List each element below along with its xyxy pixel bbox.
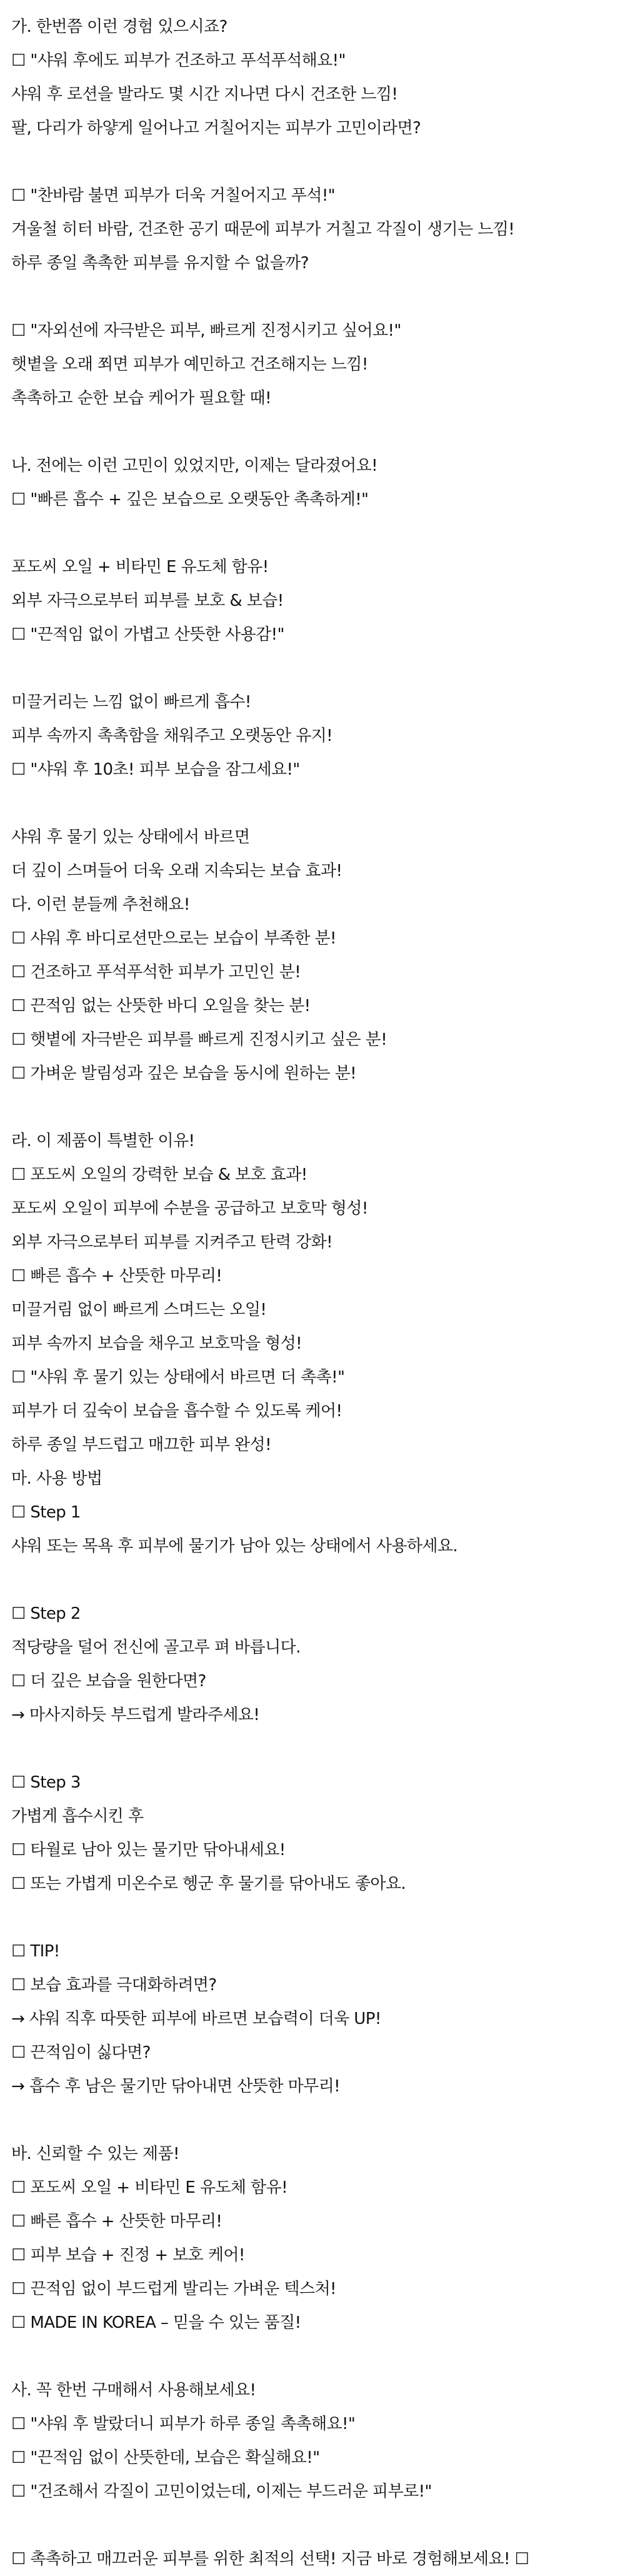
text-line: → 마사지하듯 부드럽게 발라주세요!: [11, 1706, 260, 1724]
text-line: 피부 속까지 촉촉함을 채워주고 오랫동안 유지!: [11, 727, 332, 745]
text-line: ☐ TIP!: [11, 1942, 60, 1961]
blank-line: [11, 280, 618, 314]
text-line: 하루 종일 부드럽고 매끄한 피부 완성!: [11, 1436, 271, 1454]
text-line: 마. 사용 방법: [11, 1469, 102, 1488]
text-line: 샤워 후 물기 있는 상태에서 바르면: [11, 828, 250, 847]
text-line: ☐ 끈적임 없이 부드럽게 발리는 가벼운 텍스처!: [11, 2280, 336, 2298]
text-line: ☐ "샤워 후 발랐더니 피부가 하루 종일 촉촉해요!": [11, 2415, 356, 2433]
text-line: 포도씨 오일 + 비타민 E 유도체 함유!: [11, 558, 269, 576]
text-line: ☐ 빠른 흡수 + 산뜻한 마무리!: [11, 1267, 222, 1285]
text-line: ☐ 건조하고 푸석푸석한 피부가 고민인 분!: [11, 963, 301, 982]
text-line: 샤워 또는 목욕 후 피부에 물기가 남아 있는 상태에서 사용하세요.: [11, 1537, 458, 1556]
text-line: ☐ 더 깊은 보습을 원한다면?: [11, 1672, 206, 1691]
text-line: 피부 속까지 보습을 채우고 보호막을 형성!: [11, 1334, 302, 1353]
text-line: ☐ 가벼운 발림성과 깊은 보습을 동시에 원하는 분!: [11, 1064, 356, 1083]
text-line: 미끌거림 없이 빠르게 스며드는 오일!: [11, 1301, 267, 1319]
text-line: 미끌거리는 느낌 없이 빠르게 흡수!: [11, 693, 251, 712]
text-line: 바. 신뢰할 수 있는 제품!: [11, 2145, 179, 2163]
text-line: ☐ "끈적임 없이 산뜻한데, 보습은 확실해요!": [11, 2448, 320, 2467]
text-line: ☐ MADE IN KOREA – 믿을 수 있는 품질!: [11, 2313, 301, 2332]
text-line: 포도씨 오일이 피부에 수분을 공급하고 보호막 형성!: [11, 1199, 368, 1218]
text-line: 하루 종일 촉촉한 피부를 유지할 수 없을까?: [11, 254, 309, 273]
text-line: 외부 자극으로부터 피부를 지켜주고 탄력 강화!: [11, 1233, 332, 1252]
text-line: ☐ "건조해서 각질이 고민이었는데, 이제는 부드러운 피부로!": [11, 2482, 432, 2501]
text-line: 샤워 후 로션을 발라도 몇 시간 지나면 다시 건조한 느낌!: [11, 85, 398, 104]
blank-line: [11, 787, 618, 820]
text-line: → 흡수 후 남은 물기만 닦아내면 산뜻한 마무리!: [11, 2077, 340, 2096]
text-line: ☐ Step 2: [11, 1604, 81, 1623]
text-line: 햇볕을 오래 쬐면 피부가 예민하고 건조해지는 느낌!: [11, 355, 368, 374]
text-line: ☐ 끈적임이 싫다면?: [11, 2043, 151, 2062]
blank-line: [11, 2103, 618, 2137]
text-line: ☐ 보습 효과를 극대화하려면?: [11, 1976, 217, 1995]
text-line: 팔, 다리가 하얗게 일어나고 거칠어지는 피부가 고민이라면?: [11, 119, 421, 138]
text-line: 가. 한번쯤 이런 경험 있으시죠?: [11, 18, 228, 36]
text-line: 다. 이런 분들께 추천해요!: [11, 895, 190, 914]
text-line: 촉촉하고 순한 보습 케어가 필요할 때!: [11, 389, 271, 408]
text-line: 라. 이 제품이 특별한 이유!: [11, 1132, 195, 1150]
blank-line: [11, 1090, 618, 1124]
text-line: ☐ "찬바람 불면 피부가 더욱 거칠어지고 푸석!": [11, 186, 336, 205]
text-line: ☐ "자외선에 자극받은 피부, 빠르게 진정시키고 싶어요!": [11, 321, 401, 340]
text-line: ☐ 피부 보습 + 진정 + 보호 케어!: [11, 2246, 245, 2265]
text-line: 피부가 더 깊숙이 보습을 흡수할 수 있도록 케어!: [11, 1402, 342, 1421]
text-line: ☐ Step 1: [11, 1503, 81, 1522]
text-line: ☐ 햇볕에 자극받은 피부를 빠르게 진정시키고 싶은 분!: [11, 1030, 388, 1049]
blank-line: [11, 2508, 618, 2542]
text-line: ☐ "샤워 후 물기 있는 상태에서 바르면 더 촉촉!": [11, 1368, 345, 1387]
text-line: ☐ 촉촉하고 매끄러운 피부를 위한 최적의 선택! 지금 바로 경험해보세요! ☐: [11, 2550, 529, 2568]
text-line: ☐ 샤워 후 바디로션만으로는 보습이 부족한 분!: [11, 929, 336, 948]
text-line: ☐ 끈적임 없는 산뜻한 바디 오일을 찾는 분!: [11, 997, 311, 1015]
blank-line: [11, 1732, 618, 1766]
product-description: [11, 10, 618, 2576]
text-line: 나. 전에는 이런 고민이 있었지만, 이제는 달라졌어요!: [11, 456, 378, 475]
blank-line: [11, 652, 618, 685]
text-line: 적당량을 덜어 전신에 골고루 펴 바릅니다.: [11, 1638, 301, 1657]
text-line: ☐ "샤워 후에도 피부가 건조하고 푸석푸석해요!": [11, 51, 346, 70]
blank-line: [11, 516, 618, 550]
blank-line: [11, 415, 618, 449]
text-line: ☐ 또는 가볍게 미온수로 헹군 후 물기를 닦아내도 좋아요.: [11, 1874, 406, 1893]
blank-line: [11, 145, 618, 179]
text-line: ☐ 포도씨 오일의 강력한 보습 & 보호 효과!: [11, 1165, 308, 1184]
text-line: 더 깊이 스며들어 더욱 오래 지속되는 보습 효과!: [11, 862, 342, 880]
blank-line: [11, 1563, 618, 1597]
text-line: 외부 자극으로부터 피부를 보호 & 보습!: [11, 591, 284, 610]
text-line: ☐ "끈적임 없이 가볍고 산뜻한 사용감!": [11, 625, 284, 644]
blank-line: [11, 1901, 618, 1935]
blank-line: [11, 2340, 618, 2373]
text-line: 가볍게 흡수시킨 후: [11, 1807, 144, 1826]
text-line: 겨울철 히터 바람, 건조한 공기 때문에 피부가 거칠고 각질이 생기는 느낌!: [11, 220, 515, 239]
text-line: ☐ 포도씨 오일 + 비타민 E 유도체 함유!: [11, 2178, 288, 2197]
text-line: ☐ Step 3: [11, 1773, 81, 1792]
text-line: 사. 꼭 한번 구매해서 사용해보세요!: [11, 2381, 256, 2400]
text-line: → 샤워 직후 따뜻한 피부에 바르면 보습력이 더욱 UP!: [11, 2010, 381, 2028]
text-line: ☐ 빠른 흡수 + 산뜻한 마무리!: [11, 2212, 222, 2231]
text-line: ☐ 타월로 남아 있는 물기만 닦아내세요!: [11, 1841, 286, 1859]
text-line: ☐ "빠른 흡수 + 깊은 보습으로 오랫동안 촉촉하게!": [11, 490, 369, 509]
text-line: ☐ "샤워 후 10초! 피부 보습을 잠그세요!": [11, 760, 300, 779]
